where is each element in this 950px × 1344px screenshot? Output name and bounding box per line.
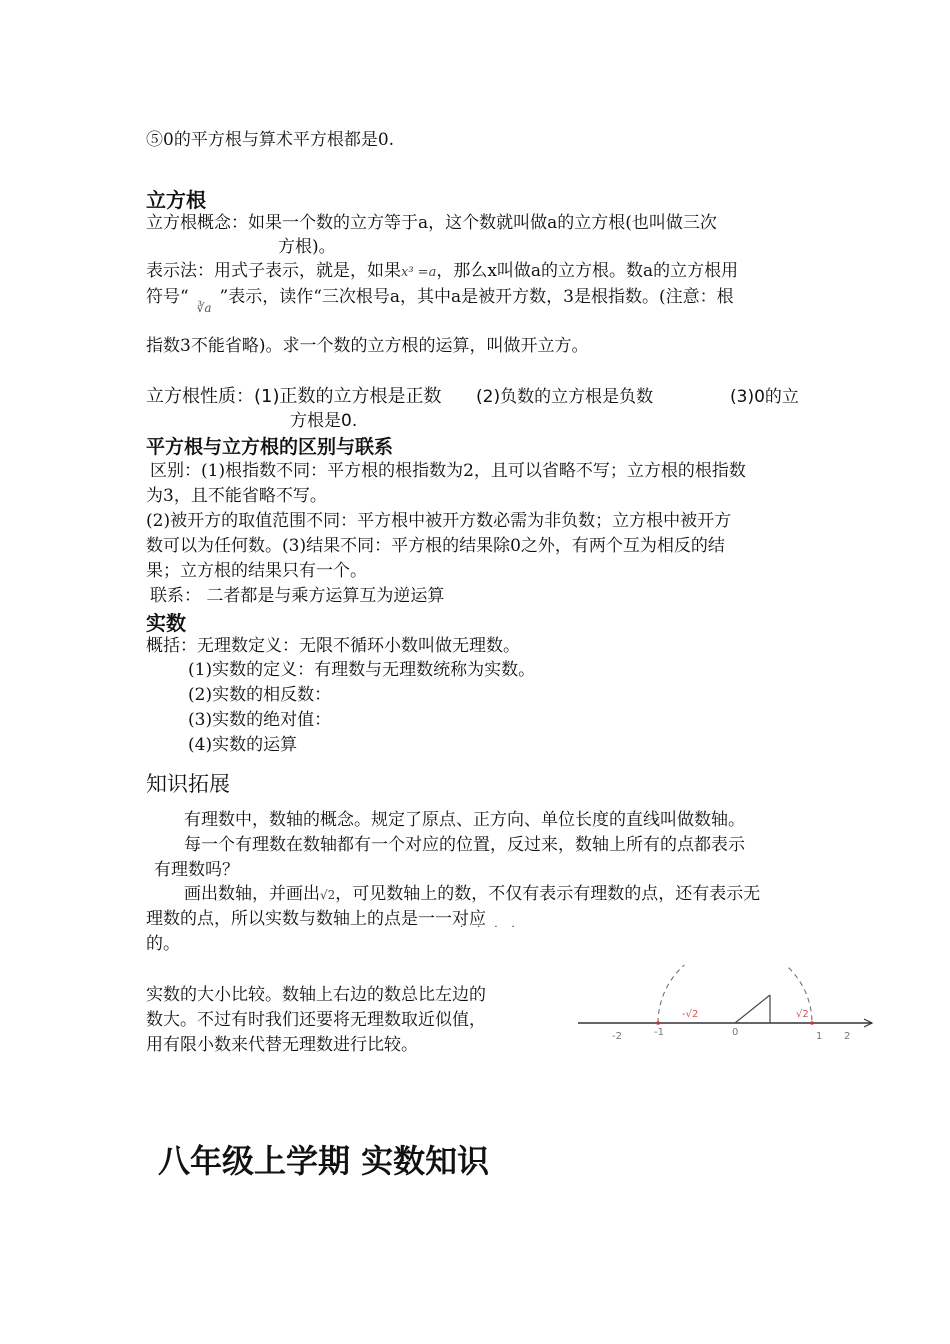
tick-label: 1	[816, 1031, 823, 1042]
text-line: 实数的大小比较。数轴上右边的数总比左边的	[146, 985, 486, 1005]
section-heading-difference: 平方根与立方根的区别与联系	[146, 436, 394, 458]
text-line: 区别：(1)根指数不同：平方根的根指数为2，且可以省略不写；立方根的根指数	[150, 461, 746, 481]
text-line: 为3，且不能省略不写。	[146, 486, 327, 506]
list-item: (3)实数的绝对值：	[188, 710, 332, 730]
text-line: 果；立方根的结果只有一个。	[146, 561, 367, 581]
page-title: 八年级上学期 实数知识	[158, 1142, 490, 1180]
text-line: 数大。不过有时我们还要将无理数取近似值，	[146, 1010, 486, 1030]
text-line: 每一个有理数在数轴都有一个对应的位置，反过来，数轴上所有的点都表示	[184, 835, 745, 855]
list-item: (1)实数的定义：有理数与无理数统称为实数。	[188, 660, 536, 680]
section-heading-cube-root: 立方根	[146, 188, 206, 212]
text-line: 概括：无理数定义：无限不循环小数叫做无理数。	[146, 636, 520, 656]
text-line: 有理数中，数轴的概念。规定了原点、正方向、单位长度的直线叫做数轴。	[184, 810, 745, 830]
section-heading-real-numbers: 实数	[146, 611, 186, 635]
text-line: 有理数吗？	[154, 860, 239, 880]
text-span: 画出数轴，并画出	[184, 884, 320, 904]
text-span: ，那么x叫做a的立方根。数a的立方根用	[436, 261, 739, 281]
text-line: 的。	[146, 934, 180, 954]
point-pos-sqrt2	[810, 1021, 814, 1025]
text-line	[730, 385, 799, 409]
cube-root-symbol: ∛a	[196, 301, 212, 315]
tick-label: 2	[844, 1031, 851, 1042]
text-line	[146, 285, 734, 320]
tick-label: -1	[654, 1027, 664, 1038]
text-line	[476, 385, 653, 409]
text-line: 联系： 二者都是与乘方运算互为逆运算	[150, 586, 445, 606]
text-line: 方根是0.	[290, 411, 358, 431]
tick-label: 0	[732, 1027, 739, 1038]
label-pos-sqrt2: √2	[796, 1009, 809, 1020]
text-line: 理数的点，所以实数与数轴上的点是一一对应	[146, 909, 486, 929]
diagonal-segment	[735, 995, 770, 1023]
list-item: (2)实数的相反数：	[188, 685, 332, 705]
text-span: 表示法：用式子表示，就是，如果	[146, 261, 401, 281]
text-span: 立方根性质：(1)正数的立方根是正数	[146, 386, 442, 407]
text-line: 用有限小数来代替无理数进行比较。	[146, 1035, 418, 1055]
text-span: ，可见数轴上的数，不仅有表示有理数的点，还有表示无	[335, 884, 761, 904]
text-span: (3)0的立	[730, 387, 799, 407]
text-line	[146, 385, 442, 409]
sqrt2-symbol: √2	[320, 888, 336, 902]
tick-label: -2	[612, 1031, 622, 1042]
list-item: (4)实数的运算	[188, 735, 298, 755]
number-line-figure	[572, 965, 882, 1055]
text-span: ”表示，读作“三次根号a，其中a是被开方数，3是根指数。(注意：根	[219, 287, 734, 307]
text-line: 指数3不能省略)。求一个数的立方根的运算，叫做开立方。	[146, 336, 589, 356]
label-neg-sqrt2: -√2	[682, 1009, 699, 1020]
text-line: 方根)。	[278, 237, 336, 257]
point-neg-sqrt2	[656, 1021, 660, 1025]
text-line	[184, 882, 760, 907]
text-line: 数可以为任何数。(3)结果不同：平方根的结果除0之外，有两个互为相反的结	[146, 536, 725, 556]
text-line: 立方根概念：如果一个数的立方等于a，这个数就叫做a的立方根(也叫做三次	[146, 213, 717, 233]
section-heading-extension: 知识拓展	[146, 772, 230, 796]
text-span: 符号“	[146, 287, 189, 307]
emphasis-dots: ····	[460, 922, 529, 933]
text-line	[146, 259, 738, 285]
text-line: ⑤0的平方根与算术平方根都是0.	[146, 130, 395, 150]
text-line: (2)被开方的取值范围不同：平方根中被开方数必需为非负数；立方根中被开方	[146, 511, 732, 531]
text-span: (2)负数的立方根是负数	[476, 387, 654, 407]
math-formula: x³ =a	[401, 265, 437, 280]
